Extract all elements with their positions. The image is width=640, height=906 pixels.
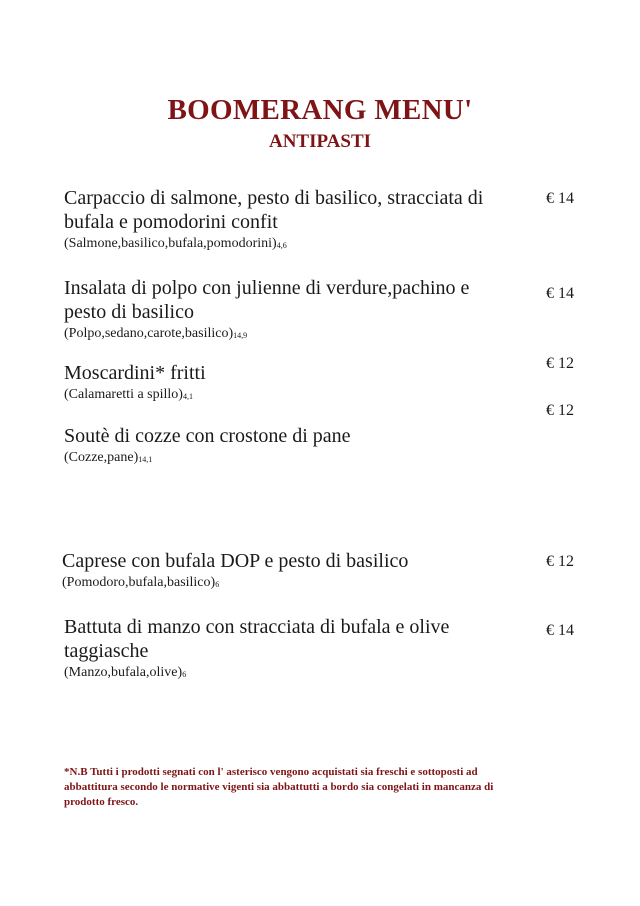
allergen-codes: 6: [215, 580, 220, 589]
menu-item: [62, 549, 502, 594]
section-title-text: ANTIPASTI: [268, 131, 372, 152]
item-price: € 12: [546, 402, 574, 419]
item-allergens: [64, 325, 504, 345]
item-name: Carpaccio di salmone, pesto di basilico, stracciata di bufala e pomodorini confit: [64, 187, 484, 233]
allergens-text: (Pomodoro,bufala,basilico): [62, 575, 216, 590]
allergen-codes: 6: [182, 670, 187, 679]
menu-item: [64, 361, 504, 406]
allergen-codes: 14,9: [233, 331, 248, 340]
item-price: € 14: [546, 190, 574, 207]
allergen-codes: 4,1: [182, 392, 193, 401]
allergens-text: (Polpo,sedano,carote,basilico): [64, 326, 234, 341]
item-name: Soutè di cozze con crostone di pane: [64, 425, 351, 447]
item-allergens: [64, 449, 504, 469]
allergens-text: (Manzo,bufala,olive): [64, 665, 183, 680]
allergen-codes: 4,6: [276, 241, 287, 250]
item-price: € 14: [546, 285, 574, 302]
section-title: [0, 131, 640, 153]
item-name: Insalata di polpo con julienne di verdure,pachino e pesto di basilico: [64, 277, 470, 323]
item-allergens: [64, 386, 504, 406]
allergens-text: (Calamaretti a spillo): [64, 387, 183, 402]
item-name: Caprese con bufala DOP e pesto di basilico: [62, 550, 409, 572]
item-name: Moscardini* fritti: [64, 362, 206, 384]
footnote: *N.B Tutti i prodotti segnati con l' asterisco vengono acquistati sia freschi e sottoposti ad abbattitura secondo le normative vigenti sia abbattutti a bordo sia congelati in mancanza di prodotto fresco.: [64, 766, 494, 808]
menu-item: [64, 615, 504, 684]
allergens-text: (Salmone,basilico,bufala,pomodorini): [64, 236, 277, 251]
allergen-codes: 14,1: [138, 455, 153, 464]
allergens-text: (Cozze,pane): [64, 450, 139, 465]
item-allergens: [64, 235, 504, 255]
item-price: € 12: [546, 355, 574, 372]
item-price: € 12: [546, 553, 574, 570]
menu-item: [64, 186, 504, 255]
item-name: Battuta di manzo con stracciata di bufala e olive taggiasche: [64, 616, 450, 662]
menu-item: [64, 424, 504, 469]
menu-title: BOOMERANG MENU': [167, 94, 473, 126]
item-allergens: [62, 574, 502, 594]
item-allergens: [64, 664, 504, 684]
item-price: € 14: [546, 622, 574, 639]
menu-item: [64, 276, 504, 345]
